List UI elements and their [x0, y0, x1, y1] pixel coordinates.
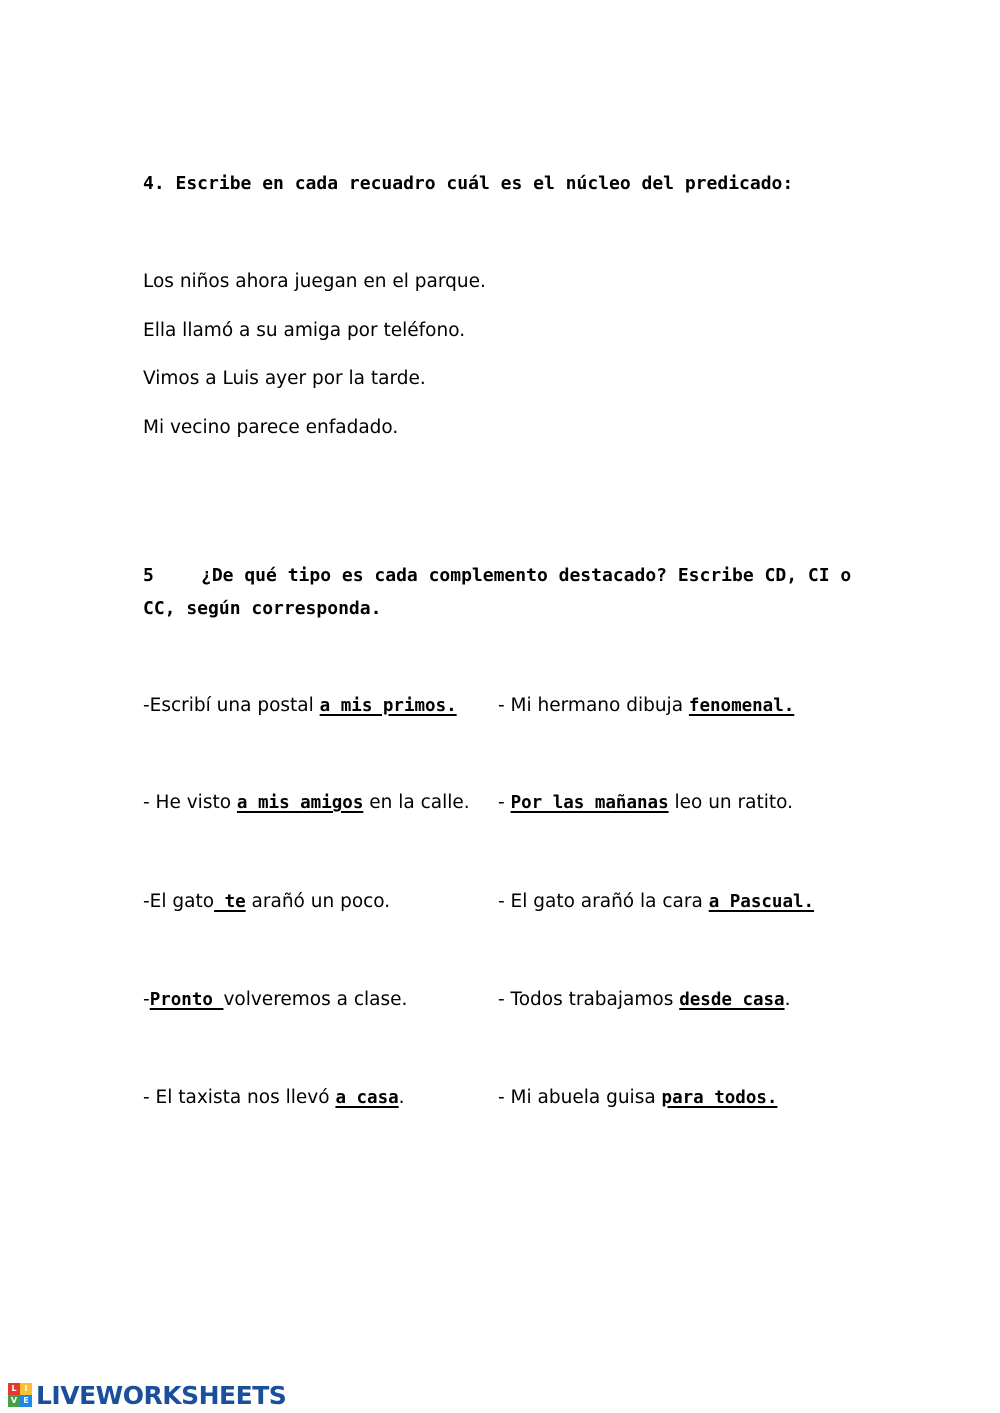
sentence-2: Ella llamó a su amiga por teléfono. [143, 320, 466, 341]
item-text: - Mi abuela guisa [498, 1087, 662, 1108]
highlighted-complement: a mis amigos [236, 793, 364, 813]
section-4-heading: 4. Escribe en cada recuadro cuál es el núcleo del predicado: [143, 173, 794, 194]
sentence-4: Mi vecino parece enfadado. [143, 417, 399, 438]
logo-cube: I [20, 1383, 32, 1395]
sentence-3: Vimos a Luis ayer por la tarde. [143, 368, 426, 389]
section-5-heading-cont: CC, según corresponda. [143, 598, 382, 619]
highlighted-complement: a mis primos. [319, 696, 457, 716]
exercise-item [498, 890, 814, 914]
highlighted-complement: te [214, 892, 246, 912]
section-5-heading [143, 559, 851, 592]
section-5-number: 5 [143, 565, 154, 586]
item-text: - Mi hermano dibuja [498, 695, 689, 716]
highlighted-complement: para todos. [661, 1088, 778, 1108]
item-text: . [784, 989, 791, 1010]
logo-cube: L [8, 1383, 20, 1395]
exercise-item [498, 694, 794, 718]
exercise-item [498, 791, 793, 815]
item-text: -Escribí una postal [143, 695, 320, 716]
highlighted-complement: desde casa [679, 990, 785, 1010]
exercise-item [143, 1086, 405, 1110]
item-text: - He visto [143, 792, 237, 813]
item-text: - El taxista nos llevó [143, 1087, 336, 1108]
exercise-item [498, 988, 790, 1012]
highlighted-complement: Pronto [149, 990, 224, 1010]
item-text: . [398, 1087, 405, 1108]
sentence-1: Los niños ahora juegan en el parque. [143, 271, 486, 292]
exercise-item [498, 1086, 777, 1110]
exercise-item [143, 988, 407, 1012]
exercise-item [143, 890, 390, 914]
item-text: - Todos trabajamos [498, 989, 680, 1010]
highlighted-complement: a Pascual. [708, 892, 815, 912]
logo-text: LIVEWORKSHEETS [36, 1380, 287, 1410]
exercise-item [143, 791, 470, 815]
section-5-heading-line1: ¿De qué tipo es cada complemento destacado? Escribe CD, CI o [201, 565, 852, 586]
logo-cube: V [8, 1395, 20, 1407]
highlighted-complement: fenomenal. [688, 696, 795, 716]
exercise-item [143, 694, 457, 718]
item-text: - [498, 792, 511, 813]
item-text: - [143, 989, 150, 1010]
item-text: - El gato arañó la cara [498, 891, 709, 912]
item-text: -El gato [143, 891, 215, 912]
item-text: arañó un poco. [245, 891, 391, 912]
item-text: volveremos a clase. [223, 989, 408, 1010]
highlighted-complement: Por las mañanas [510, 793, 669, 813]
item-text: leo un ratito. [668, 792, 794, 813]
highlighted-complement: a casa [335, 1088, 399, 1108]
logo-cubes-icon [8, 1383, 32, 1407]
liveworksheets-logo[interactable] [8, 1381, 286, 1409]
logo-cube: E [20, 1395, 32, 1407]
item-text: en la calle. [363, 792, 470, 813]
